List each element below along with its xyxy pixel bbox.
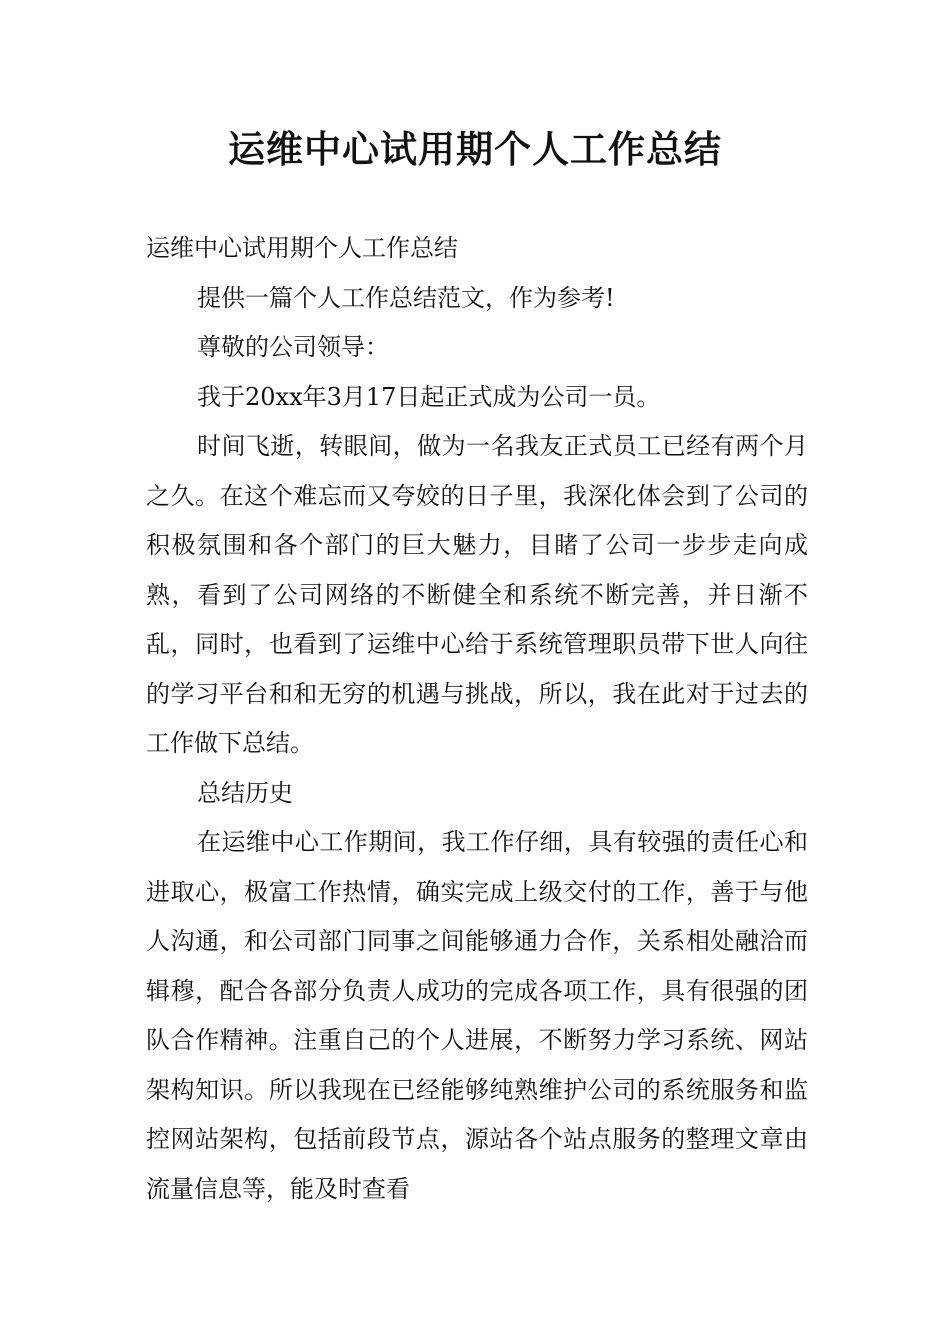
document-subtitle: 运维中心试用期个人工作总结: [146, 234, 458, 262]
paragraph-start-date: 我于20xx年3月17日起正式成为公司一员。: [197, 382, 661, 411]
section-heading-history: 总结历史: [197, 778, 293, 807]
paragraph-intro: 提供一篇个人工作总结范文，作为参考!: [197, 283, 615, 312]
document-title: 运维中心试用期个人工作总结: [228, 128, 722, 171]
paragraph-salutation: 尊敬的公司领导：: [197, 333, 389, 361]
paragraph-reflection: 时间飞逝，转眼间，做为一名我友正式员工已经有两个月之久。在这个难忘而又夸姣的日子里，我深化体会到了公司的积极氛围和各个部门的巨大魅力，目睹了公司一步步走向成熟，看到了公司网络的不断健全和系统不断完善，并日渐不乱，同时，也看到了运维中心给于系统管理职员带下世人向往的学习平台和和无穷的机遇与挑战，所以，我在此对于过去的工作做下总结。: [146, 432, 808, 757]
document-body: [146, 224, 808, 1214]
paragraph-work-summary: 在运维中心工作期间，我工作仔细，具有较强的责任心和进取心，极富工作热情，确实完成上级交付的工作，善于与他人沟通，和公司部门同事之间能够通力合作，关系相处融洽而辑穆，配合各部分负责人成功的完成各项工作，具有很强的团队合作精神。注重自己的个人进展，不断努力学习系统、网站架构知识。所以我现在已经能够纯熟维护公司的系统服务和监控网站架构，包括前段节点，源站各个站点服务的整理文章由流量信息等，能及时查看: [146, 828, 808, 1203]
